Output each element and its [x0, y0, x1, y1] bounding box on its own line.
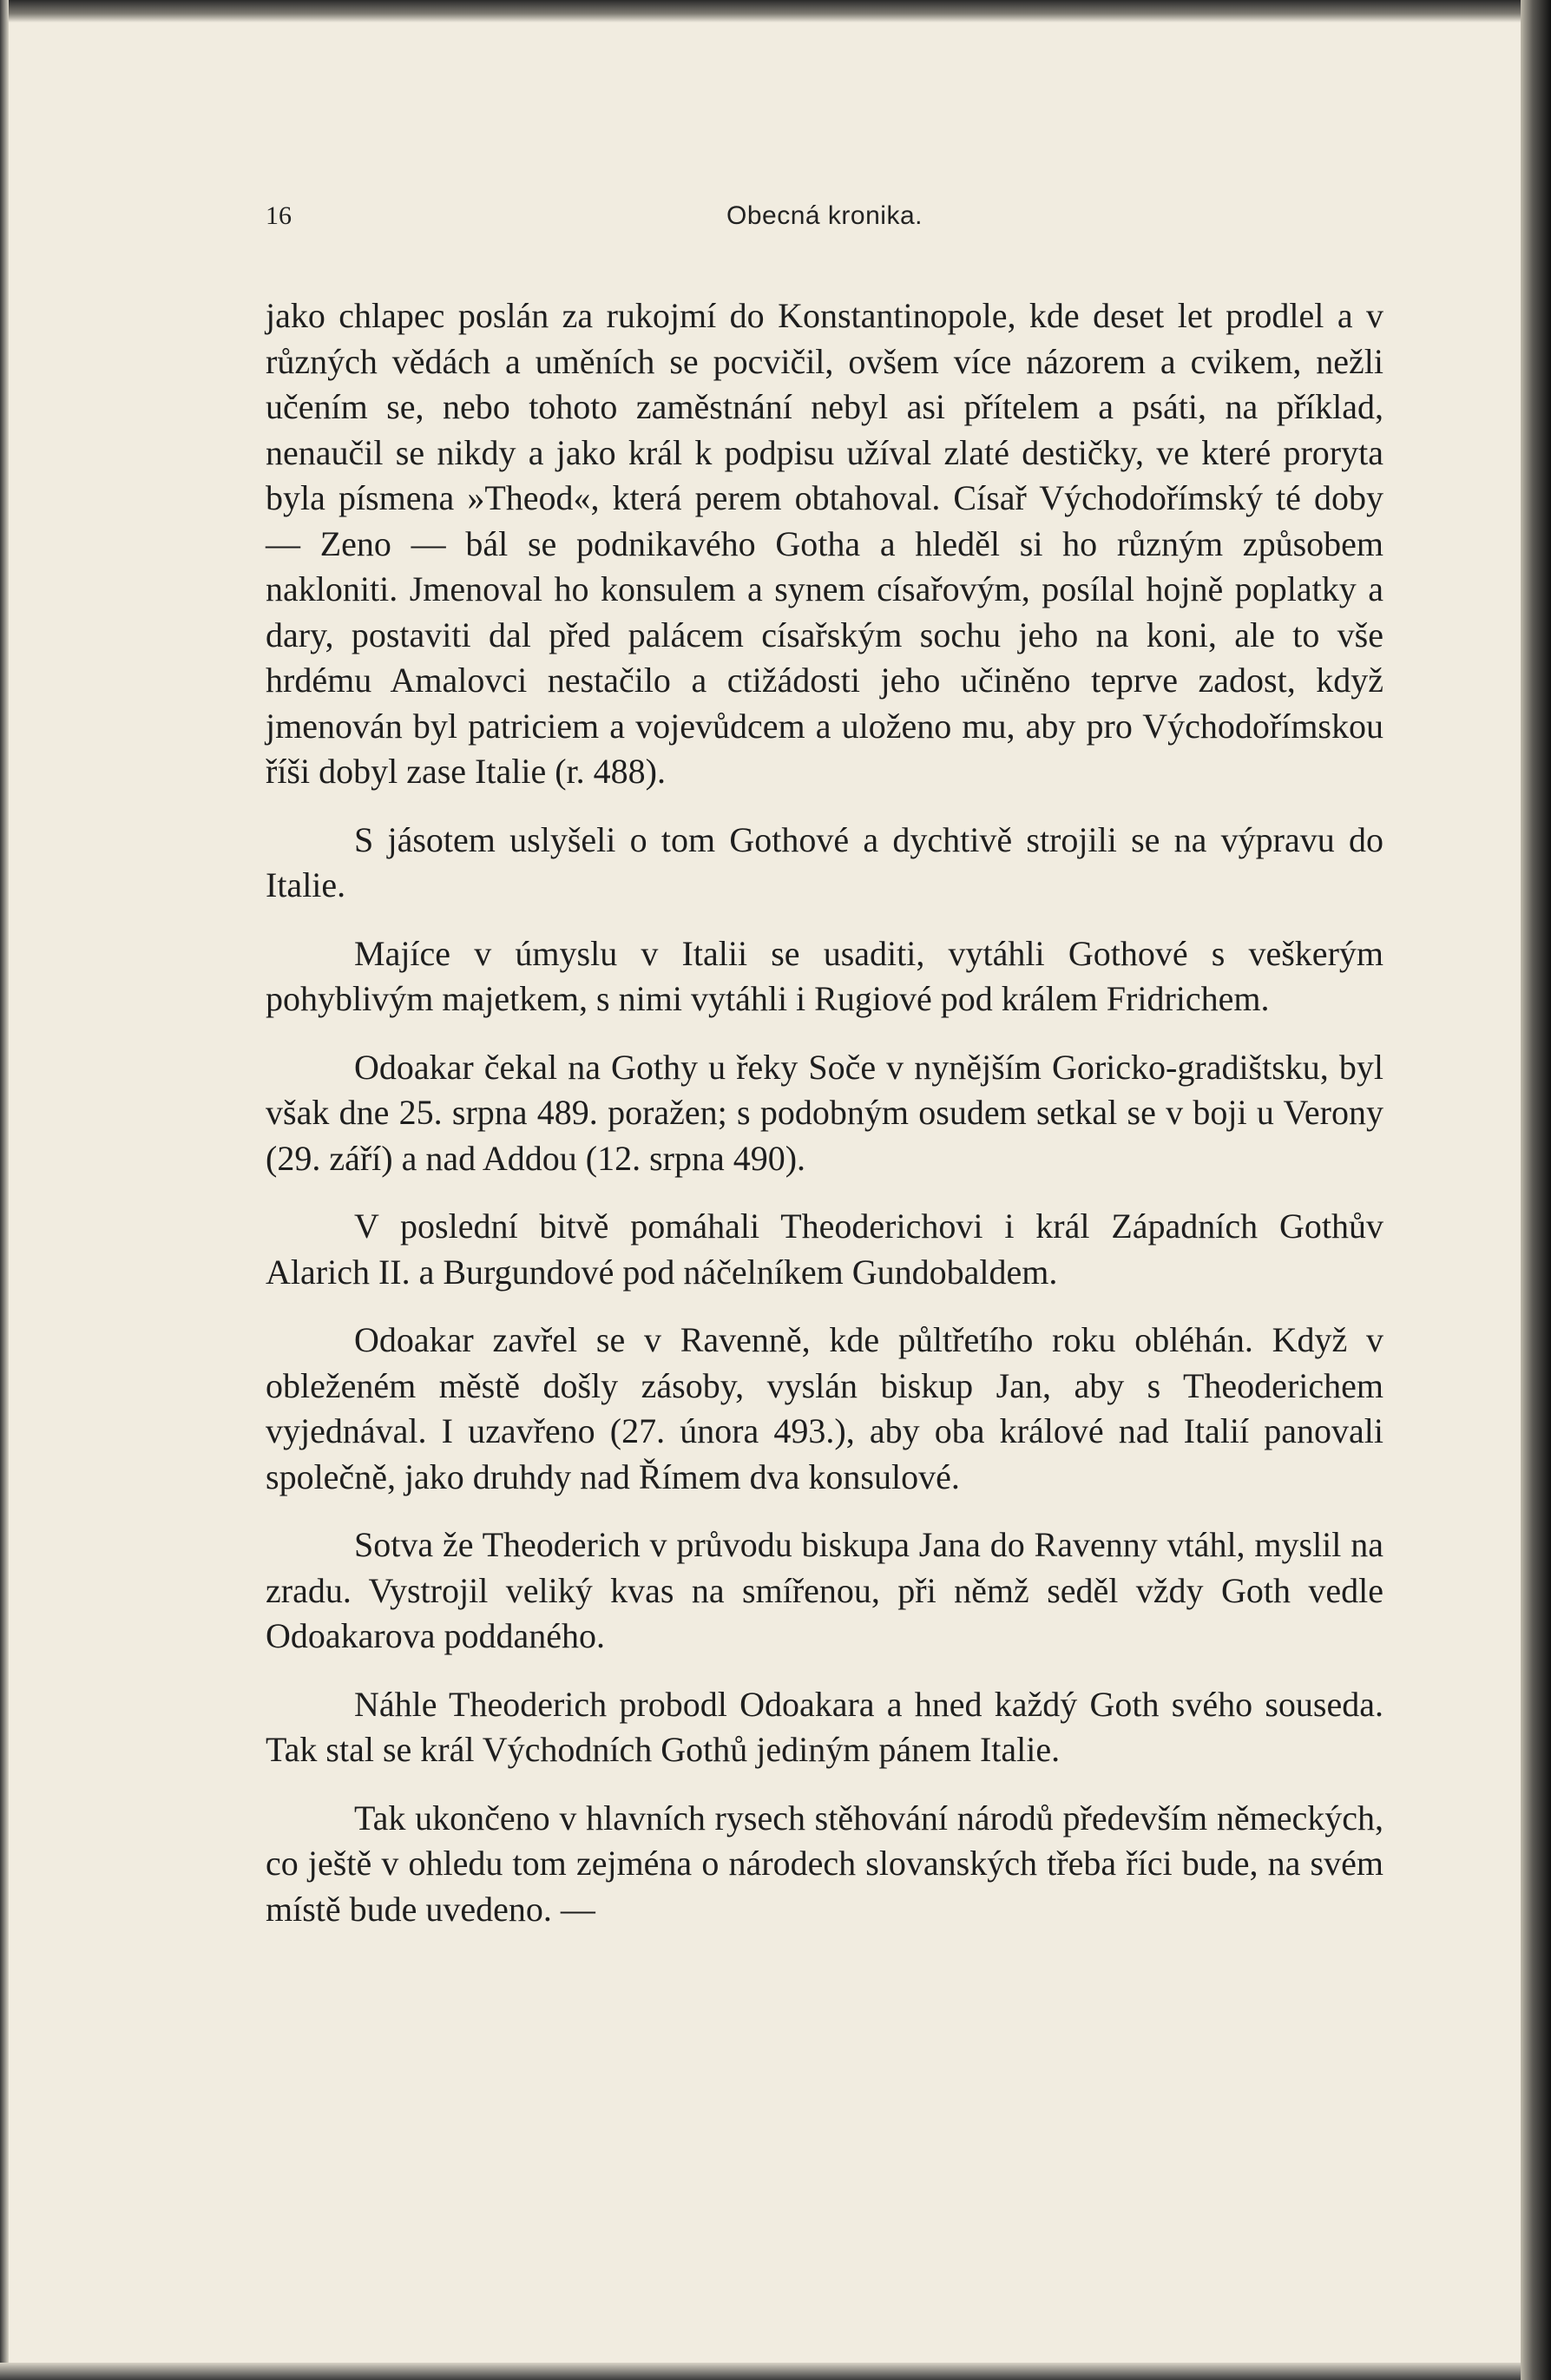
paragraph: jako chlapec poslán za rukojmí do Konstantinopole, kde deset let prodlel a v různých vědách a uměních se pocvičil, ovšem více názorem a cvikem, nežli učením se, nebo tohoto zaměstnání nebyl asi přítelem a psáti, na příklad, nenaučil se nikdy a jako král k podpisu užíval zlaté destičky, ve které proryta byla písmena »Theod«, která perem obtahoval. Císař Východořímský té doby — Zeno — bál se podnikavého Gotha a hleděl si ho různým způsobem nakloniti. Jmenoval ho konsulem a synem císařovým, posílal hojně poplatky a dary, postaviti dal před palácem císařským sochu jeho na koni, ale to vše hrdému Amalovci nestačilo a ctižádosti jeho učiněno teprve zadost, když jmenován byl patriciem a vojevůdcem a uloženo mu, aby pro Východořímskou říši dobyl zase Italie (r. 488).: [266, 296, 1383, 791]
paragraph: V poslední bitvě pomáhali Theoderichovi i král Západních Gothův Alarich II. a Burgundové pod náčelníkem Gundobaldem.: [266, 1206, 1383, 1292]
book-spine-edge: [1521, 0, 1551, 2380]
paragraph: Sotva že Theoderich v průvodu biskupa Jana do Ravenny vtáhl, myslil na zradu. Vystrojil veliký kvas na smířenou, při němž seděl vždy Goth vedle Odoakarova poddaného.: [266, 1525, 1383, 1655]
page-number: 16: [266, 201, 292, 230]
paragraph: S jásotem uslyšeli o tom Gothové a dychtivě strojili se na výpravu do Italie.: [266, 819, 1383, 904]
page-top-shadow: [0, 0, 1521, 23]
running-title: Obecná kronika.: [726, 201, 923, 230]
body-text: [266, 293, 1383, 1932]
paragraph: Odoakar čekal na Gothy u řeky Soče v nynějším Goricko-gradištsku, byl však dne 25. srpna 489. poražen; s podobným osudem setkal se v boji u Verony (29. září) a nad Addou (12. srpna 490).: [266, 1047, 1383, 1178]
page-header: [266, 201, 1383, 240]
paragraph: Odoakar zavřel se v Ravenně, kde půltřetího roku obléhán. Když v obleženém městě došly zásoby, vyslán biskup Jan, aby s Theoderichem vyjednával. I uzavřeno (27. února 493.), aby oba králové nad Italií panovali společně, jako druhdy nad Římem dva konsulové.: [266, 1320, 1383, 1496]
page-bottom-shadow: [0, 2363, 1521, 2380]
page-left-shadow: [0, 0, 9, 2380]
paragraph: Tak ukončeno v hlavních rysech stěhování národů především německých, co ještě v ohledu tom zejména o národech slovanských třeba říci bude, na svém místě bude uvedeno. —: [266, 1798, 1383, 1929]
paragraph: Majíce v úmyslu v Italii se usaditi, vytáhli Gothové s veškerým pohyblivým majetkem, s nimi vytáhli i Rugiové pod králem Fridrichem.: [266, 933, 1383, 1018]
paragraph: Náhle Theoderich probodl Odoakara a hned každý Goth svého souseda. Tak stal se král Východních Gothů jediným pánem Italie.: [266, 1684, 1383, 1769]
